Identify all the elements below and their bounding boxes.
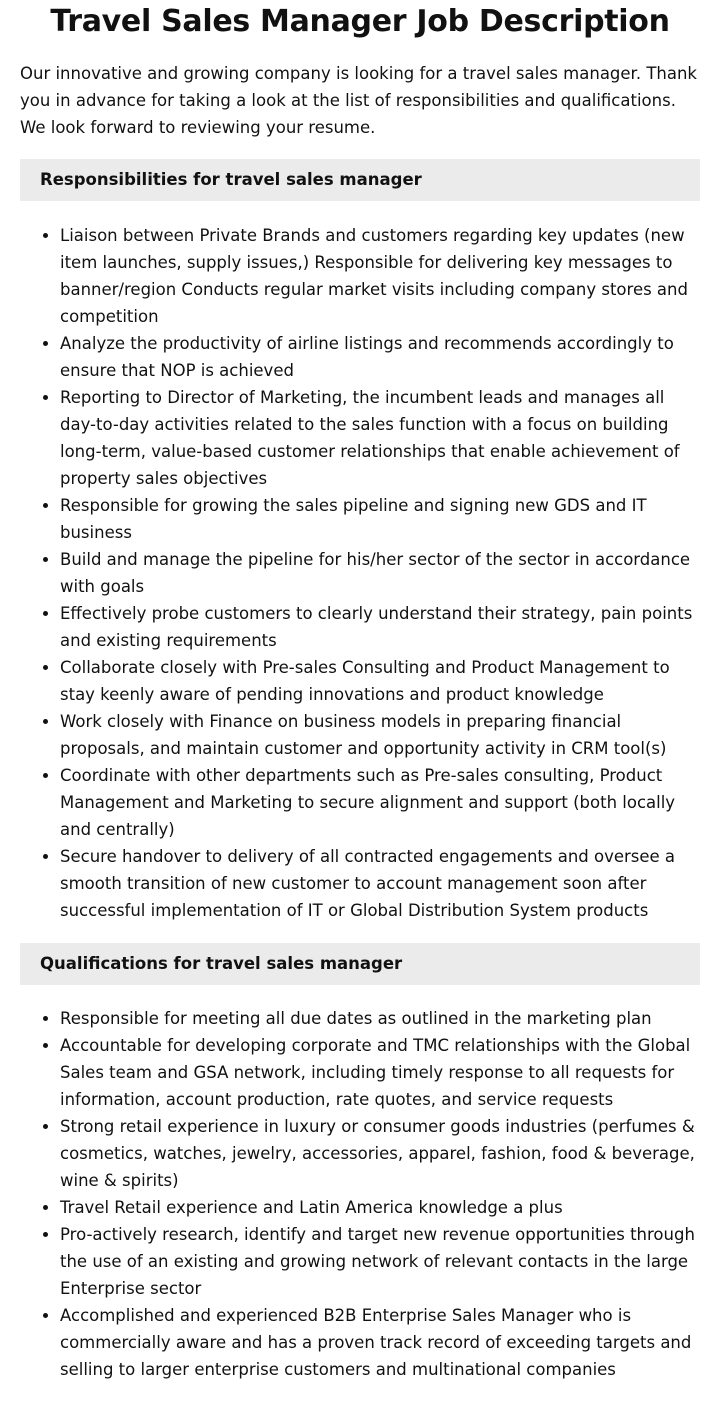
- responsibilities-list: [20, 222, 700, 924]
- list-item: • Effectively probe customers to clearly understand their strategy, pain points and existing requirements: [60, 600, 700, 654]
- list-item: • Liaison between Private Brands and customers regarding key updates (new item launches, supply issues,) Responsible for delivering key messages to banner/region Conducts regular market visits including company stores and competition: [60, 222, 700, 330]
- list-item: • Coordinate with other departments such as Pre-sales consulting, Product Management and Marketing to secure alignment and support (both locally and centrally): [60, 762, 700, 843]
- list-item: • Responsible for growing the sales pipeline and signing new GDS and IT business: [60, 492, 700, 546]
- list-item: • Collaborate closely with Pre-sales Consulting and Product Management to stay keenly aware of pending innovations and product knowledge: [60, 654, 700, 708]
- list-item: • Accountable for developing corporate and TMC relationships with the Global Sales team and GSA network, including timely response to all requests for information, account production, rate quotes, and service requests: [60, 1032, 700, 1113]
- list-item: • Secure handover to delivery of all contracted engagements and oversee a smooth transition of new customer to account management soon after successful implementation of IT or Global Distribution System products: [60, 843, 700, 924]
- responsibilities-heading: Responsibilities for travel sales manager: [20, 159, 700, 201]
- list-item: • Responsible for meeting all due dates as outlined in the marketing plan: [60, 1005, 700, 1032]
- intro-paragraph: Our innovative and growing company is looking for a travel sales manager. Thank you in advance for taking a look at the list of responsibilities and qualifications. We look forward to reviewing your resume.: [20, 64, 697, 137]
- list-item: • Work closely with Finance on business models in preparing financial proposals, and maintain customer and opportunity activity in CRM tool(s): [60, 708, 700, 762]
- qualifications-heading: Qualifications for travel sales manager: [20, 943, 700, 985]
- list-item: • Travel Retail experience and Latin America knowledge a plus: [60, 1194, 700, 1221]
- list-item: • Accomplished and experienced B2B Enterprise Sales Manager who is commercially aware and has a proven track record of exceeding targets and selling to larger enterprise customers and multinational companies: [60, 1302, 700, 1383]
- list-item: • Analyze the productivity of airline listings and recommends accordingly to ensure that NOP is achieved: [60, 330, 700, 384]
- list-item: • Pro-actively research, identify and target new revenue opportunities through the use of an existing and growing network of relevant contacts in the large Enterprise sector: [60, 1221, 700, 1302]
- list-item: • Reporting to Director of Marketing, the incumbent leads and manages all day-to-day activities related to the sales function with a focus on building long-term, value-based customer relationships that enable achievement of property sales objectives: [60, 384, 700, 492]
- page-title: Travel Sales Manager Job Description: [50, 4, 670, 39]
- list-item: • Strong retail experience in luxury or consumer goods industries (perfumes & cosmetics, watches, jewelry, accessories, apparel, fashion, food & beverage, wine & spirits): [60, 1113, 700, 1194]
- list-item: • Build and manage the pipeline for his/her sector of the sector in accordance with goals: [60, 546, 700, 600]
- qualifications-list: [20, 1005, 700, 1383]
